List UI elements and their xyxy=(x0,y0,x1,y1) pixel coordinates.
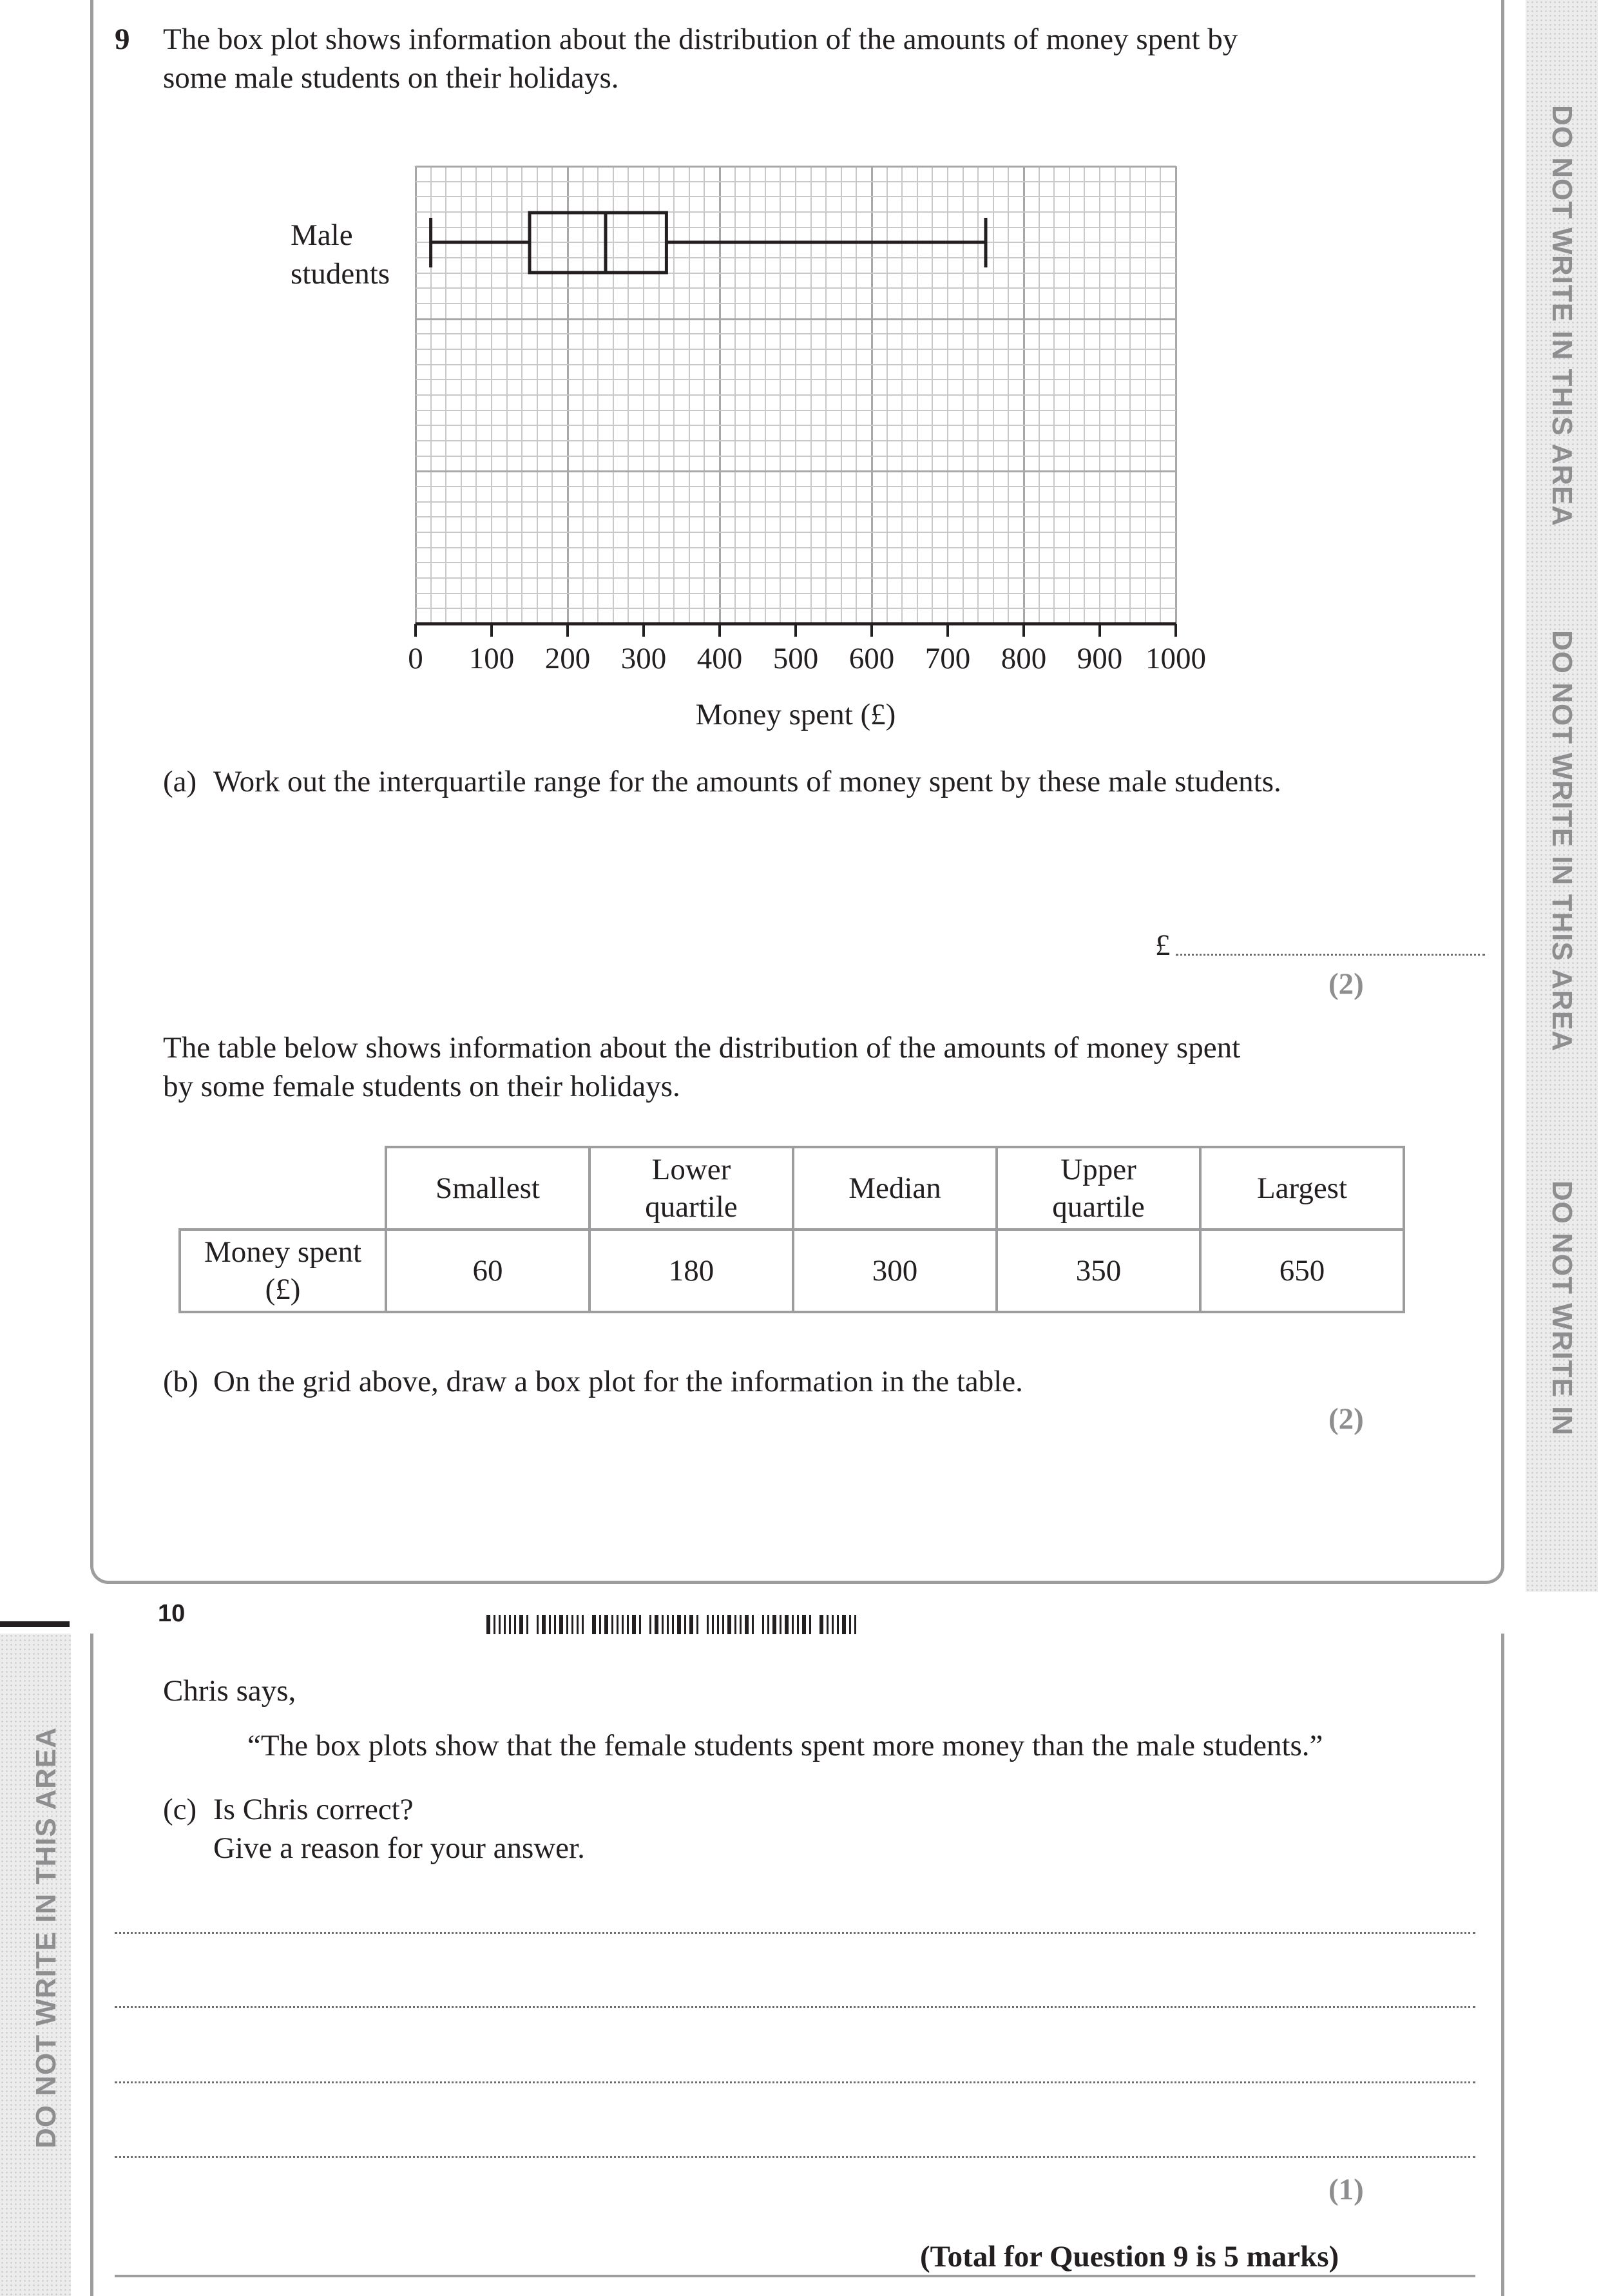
barcode-bar xyxy=(849,1615,851,1634)
barcode-bar xyxy=(582,1615,584,1634)
table-intro-line1: The table below shows information about the distribution of the amounts of money spent xyxy=(163,1031,1241,1065)
barcode-bar xyxy=(722,1615,724,1634)
barcode-bar xyxy=(566,1615,568,1634)
chris-quote: “The box plots show that the female students spent more money than the male students.” xyxy=(247,1729,1323,1762)
grid-line-horizontal xyxy=(416,532,1176,533)
barcode-bar xyxy=(499,1615,501,1634)
x-axis-tick-label: 200 xyxy=(544,642,591,675)
barcode-bar xyxy=(604,1615,608,1634)
barcode-bar xyxy=(577,1615,579,1634)
barcode-bar xyxy=(639,1615,641,1634)
barcode-bar xyxy=(494,1615,495,1634)
total-rule xyxy=(115,2275,1475,2277)
grid-line-horizontal xyxy=(416,516,1176,517)
table-row xyxy=(180,1230,1404,1312)
part-c-label: (c) xyxy=(163,1793,197,1826)
table-header-median: Median xyxy=(793,1147,997,1230)
grid-line-horizontal xyxy=(416,364,1176,365)
part-a-currency: £ xyxy=(1155,929,1171,962)
x-axis-label: Money spent (£) xyxy=(695,698,896,731)
part-b-marks: (2) xyxy=(1328,1402,1364,1436)
answer-line[interactable] xyxy=(115,2006,1475,2008)
part-c-line2: Give a reason for your answer. xyxy=(213,1831,585,1865)
x-axis-tick-label: 700 xyxy=(925,642,971,675)
barcode-bar xyxy=(745,1615,749,1634)
page-number: 10 xyxy=(158,1600,186,1627)
table-header-smallest: Smallest xyxy=(386,1147,589,1230)
table-header-lower-quartile: Lower quartile xyxy=(589,1147,793,1230)
barcode-bar xyxy=(785,1615,789,1634)
barcode-bar xyxy=(486,1615,490,1634)
left-margin-tab xyxy=(0,1621,70,1627)
x-axis-tick-label: 500 xyxy=(772,642,819,675)
x-axis-tick-label: 1000 xyxy=(1145,642,1206,675)
part-a-text: Work out the interquartile range for the amounts of money spent by these male students. xyxy=(213,765,1281,798)
barcode-bar xyxy=(622,1615,624,1634)
question-frame-right xyxy=(1501,1634,1504,2296)
barcode-bar xyxy=(752,1615,754,1634)
barcode-bar xyxy=(819,1615,823,1634)
table-header-upper-quartile: Upper quartile xyxy=(997,1147,1200,1230)
barcode-bar xyxy=(519,1615,523,1634)
chris-says: Chris says, xyxy=(163,1674,296,1708)
question-total: (Total for Question 9 is 5 marks) xyxy=(920,2240,1339,2273)
barcode-bar xyxy=(504,1615,506,1634)
question-intro-line1: The box plot shows information about the distribution of the amounts of money spent by xyxy=(163,23,1238,56)
barcode-bar xyxy=(712,1615,714,1634)
barcode-bar xyxy=(667,1615,669,1634)
barcode-bar xyxy=(780,1615,781,1634)
grid-line-horizontal xyxy=(416,333,1176,334)
barcode-bar xyxy=(509,1615,511,1634)
barcode-bar xyxy=(526,1615,528,1634)
barcode-bar xyxy=(662,1615,664,1634)
barcode-bar xyxy=(611,1615,613,1634)
barcode-bar xyxy=(717,1615,719,1634)
margin-warning-left-bottom: DO NOT WRITE IN THIS AREA xyxy=(30,1726,62,2149)
part-a-answer-line[interactable] xyxy=(1176,954,1485,956)
grid-line-horizontal xyxy=(416,470,1176,472)
barcode-bar xyxy=(734,1615,736,1634)
x-axis-tick-label: 900 xyxy=(1077,642,1123,675)
x-axis-tick-label: 300 xyxy=(620,642,667,675)
barcode-bar xyxy=(684,1615,686,1634)
table-row-label: Money spent (£) xyxy=(180,1230,386,1312)
table-cell-lower-quartile: 180 xyxy=(589,1230,793,1312)
barcode-bar xyxy=(632,1615,636,1634)
grid-line-horizontal xyxy=(416,410,1176,411)
question-intro-line2: some male students on their holidays. xyxy=(163,61,619,95)
graph-grid[interactable] xyxy=(416,166,1176,624)
barcode-bar xyxy=(571,1615,573,1634)
barcode-bar xyxy=(649,1615,651,1634)
table-cell-median: 300 xyxy=(793,1230,997,1312)
grid-line-horizontal xyxy=(416,501,1176,503)
x-axis-tick-label: 800 xyxy=(1001,642,1047,675)
boxplot-row-label-line1: Male xyxy=(291,218,353,252)
grid-line-horizontal xyxy=(416,425,1176,426)
barcode xyxy=(486,1615,856,1634)
grid-line-horizontal xyxy=(416,577,1176,579)
barcode-bar xyxy=(627,1615,629,1634)
table-header-largest: Largest xyxy=(1200,1147,1404,1230)
question-frame-left xyxy=(90,1634,93,2296)
grid-line-horizontal xyxy=(416,273,1176,274)
barcode-bar xyxy=(537,1615,539,1634)
barcode-bar xyxy=(617,1615,618,1634)
grid-line-horizontal xyxy=(416,196,1176,197)
barcode-bar xyxy=(707,1615,709,1634)
grid-line-horizontal xyxy=(416,166,1176,168)
x-axis-tick-label: 400 xyxy=(696,642,743,675)
barcode-bar xyxy=(514,1615,516,1634)
barcode-bar xyxy=(832,1615,834,1634)
table-cell-largest: 650 xyxy=(1200,1230,1404,1312)
answer-line[interactable] xyxy=(115,1932,1475,1934)
grid-line-horizontal xyxy=(416,547,1176,548)
grid-line-horizontal xyxy=(416,486,1176,487)
part-a-label: (a) xyxy=(163,765,197,798)
grid-line-horizontal xyxy=(416,562,1176,563)
barcode-bar xyxy=(740,1615,742,1634)
part-b-label: (b) xyxy=(163,1365,198,1398)
barcode-bar xyxy=(599,1615,601,1634)
barcode-bar xyxy=(792,1615,794,1634)
barcode-bar xyxy=(554,1615,556,1634)
grid-line-horizontal xyxy=(416,211,1176,213)
barcode-bar xyxy=(559,1615,563,1634)
grid-line-horizontal xyxy=(416,394,1176,396)
barcode-bar xyxy=(762,1615,764,1634)
grid-line-horizontal xyxy=(416,379,1176,380)
barcode-bar xyxy=(837,1615,839,1634)
barcode-bar xyxy=(842,1615,846,1634)
barcode-bar xyxy=(727,1615,731,1634)
grid-line-horizontal xyxy=(416,227,1176,228)
table-corner-cell xyxy=(180,1147,386,1230)
part-c-line1: Is Chris correct? xyxy=(213,1793,414,1826)
margin-warning-right-middle-text: DO NOT WRITE IN THIS AREA xyxy=(1546,630,1578,1052)
question-number: 9 xyxy=(115,23,130,56)
boxplot-row-label-line2: students xyxy=(291,257,390,291)
barcode-bar xyxy=(672,1615,674,1634)
margin-warning-right-top: DO NOT WRITE IN THIS AREA xyxy=(1546,104,1578,527)
grid-line-horizontal xyxy=(416,440,1176,441)
barcode-bar xyxy=(677,1615,681,1634)
grid-line-horizontal xyxy=(416,456,1176,457)
barcode-bar xyxy=(827,1615,829,1634)
barcode-bar xyxy=(689,1615,693,1634)
barcode-bar xyxy=(797,1615,799,1634)
barcode-bar xyxy=(549,1615,551,1634)
part-c-marks: (1) xyxy=(1328,2173,1364,2206)
barcode-bar xyxy=(592,1615,596,1634)
grid-line-horizontal xyxy=(416,303,1176,304)
table-cell-upper-quartile: 350 xyxy=(997,1230,1200,1312)
grid-line-horizontal xyxy=(416,318,1176,320)
grid-line-horizontal xyxy=(416,242,1176,243)
part-b-text: On the grid above, draw a box plot for the information in the table. xyxy=(213,1365,1023,1398)
barcode-bar xyxy=(802,1615,806,1634)
answer-line[interactable] xyxy=(115,2081,1475,2083)
grid-line-horizontal xyxy=(416,287,1176,289)
barcode-bar xyxy=(809,1615,811,1634)
barcode-bar xyxy=(767,1615,769,1634)
grid-line-horizontal xyxy=(416,257,1176,258)
x-axis-tick-label: 0 xyxy=(408,642,423,675)
barcode-bar xyxy=(772,1615,776,1634)
barcode-bar xyxy=(696,1615,698,1634)
x-axis-tick-label: 100 xyxy=(468,642,515,675)
grid-line-horizontal xyxy=(416,608,1176,609)
margin-warning-right-middle xyxy=(1513,630,1610,1052)
grid-line-horizontal xyxy=(416,181,1176,182)
grid-line-horizontal xyxy=(416,349,1176,350)
barcode-bar xyxy=(854,1615,856,1634)
table-cell-smallest: 60 xyxy=(386,1230,589,1312)
answer-line[interactable] xyxy=(115,2156,1475,2158)
table-intro-line2: by some female students on their holidays. xyxy=(163,1070,680,1103)
grid-line-horizontal xyxy=(416,593,1176,594)
table-header-row xyxy=(180,1147,1404,1230)
barcode-bar xyxy=(542,1615,546,1634)
female-students-table xyxy=(178,1146,1405,1313)
part-a-marks: (2) xyxy=(1328,967,1364,1001)
grid-line-horizontal xyxy=(416,623,1176,625)
barcode-bar xyxy=(655,1615,658,1634)
x-axis-tick-label: 600 xyxy=(848,642,895,675)
margin-warning-right-bottom: DO NOT WRITE IN xyxy=(1546,1180,1578,1436)
